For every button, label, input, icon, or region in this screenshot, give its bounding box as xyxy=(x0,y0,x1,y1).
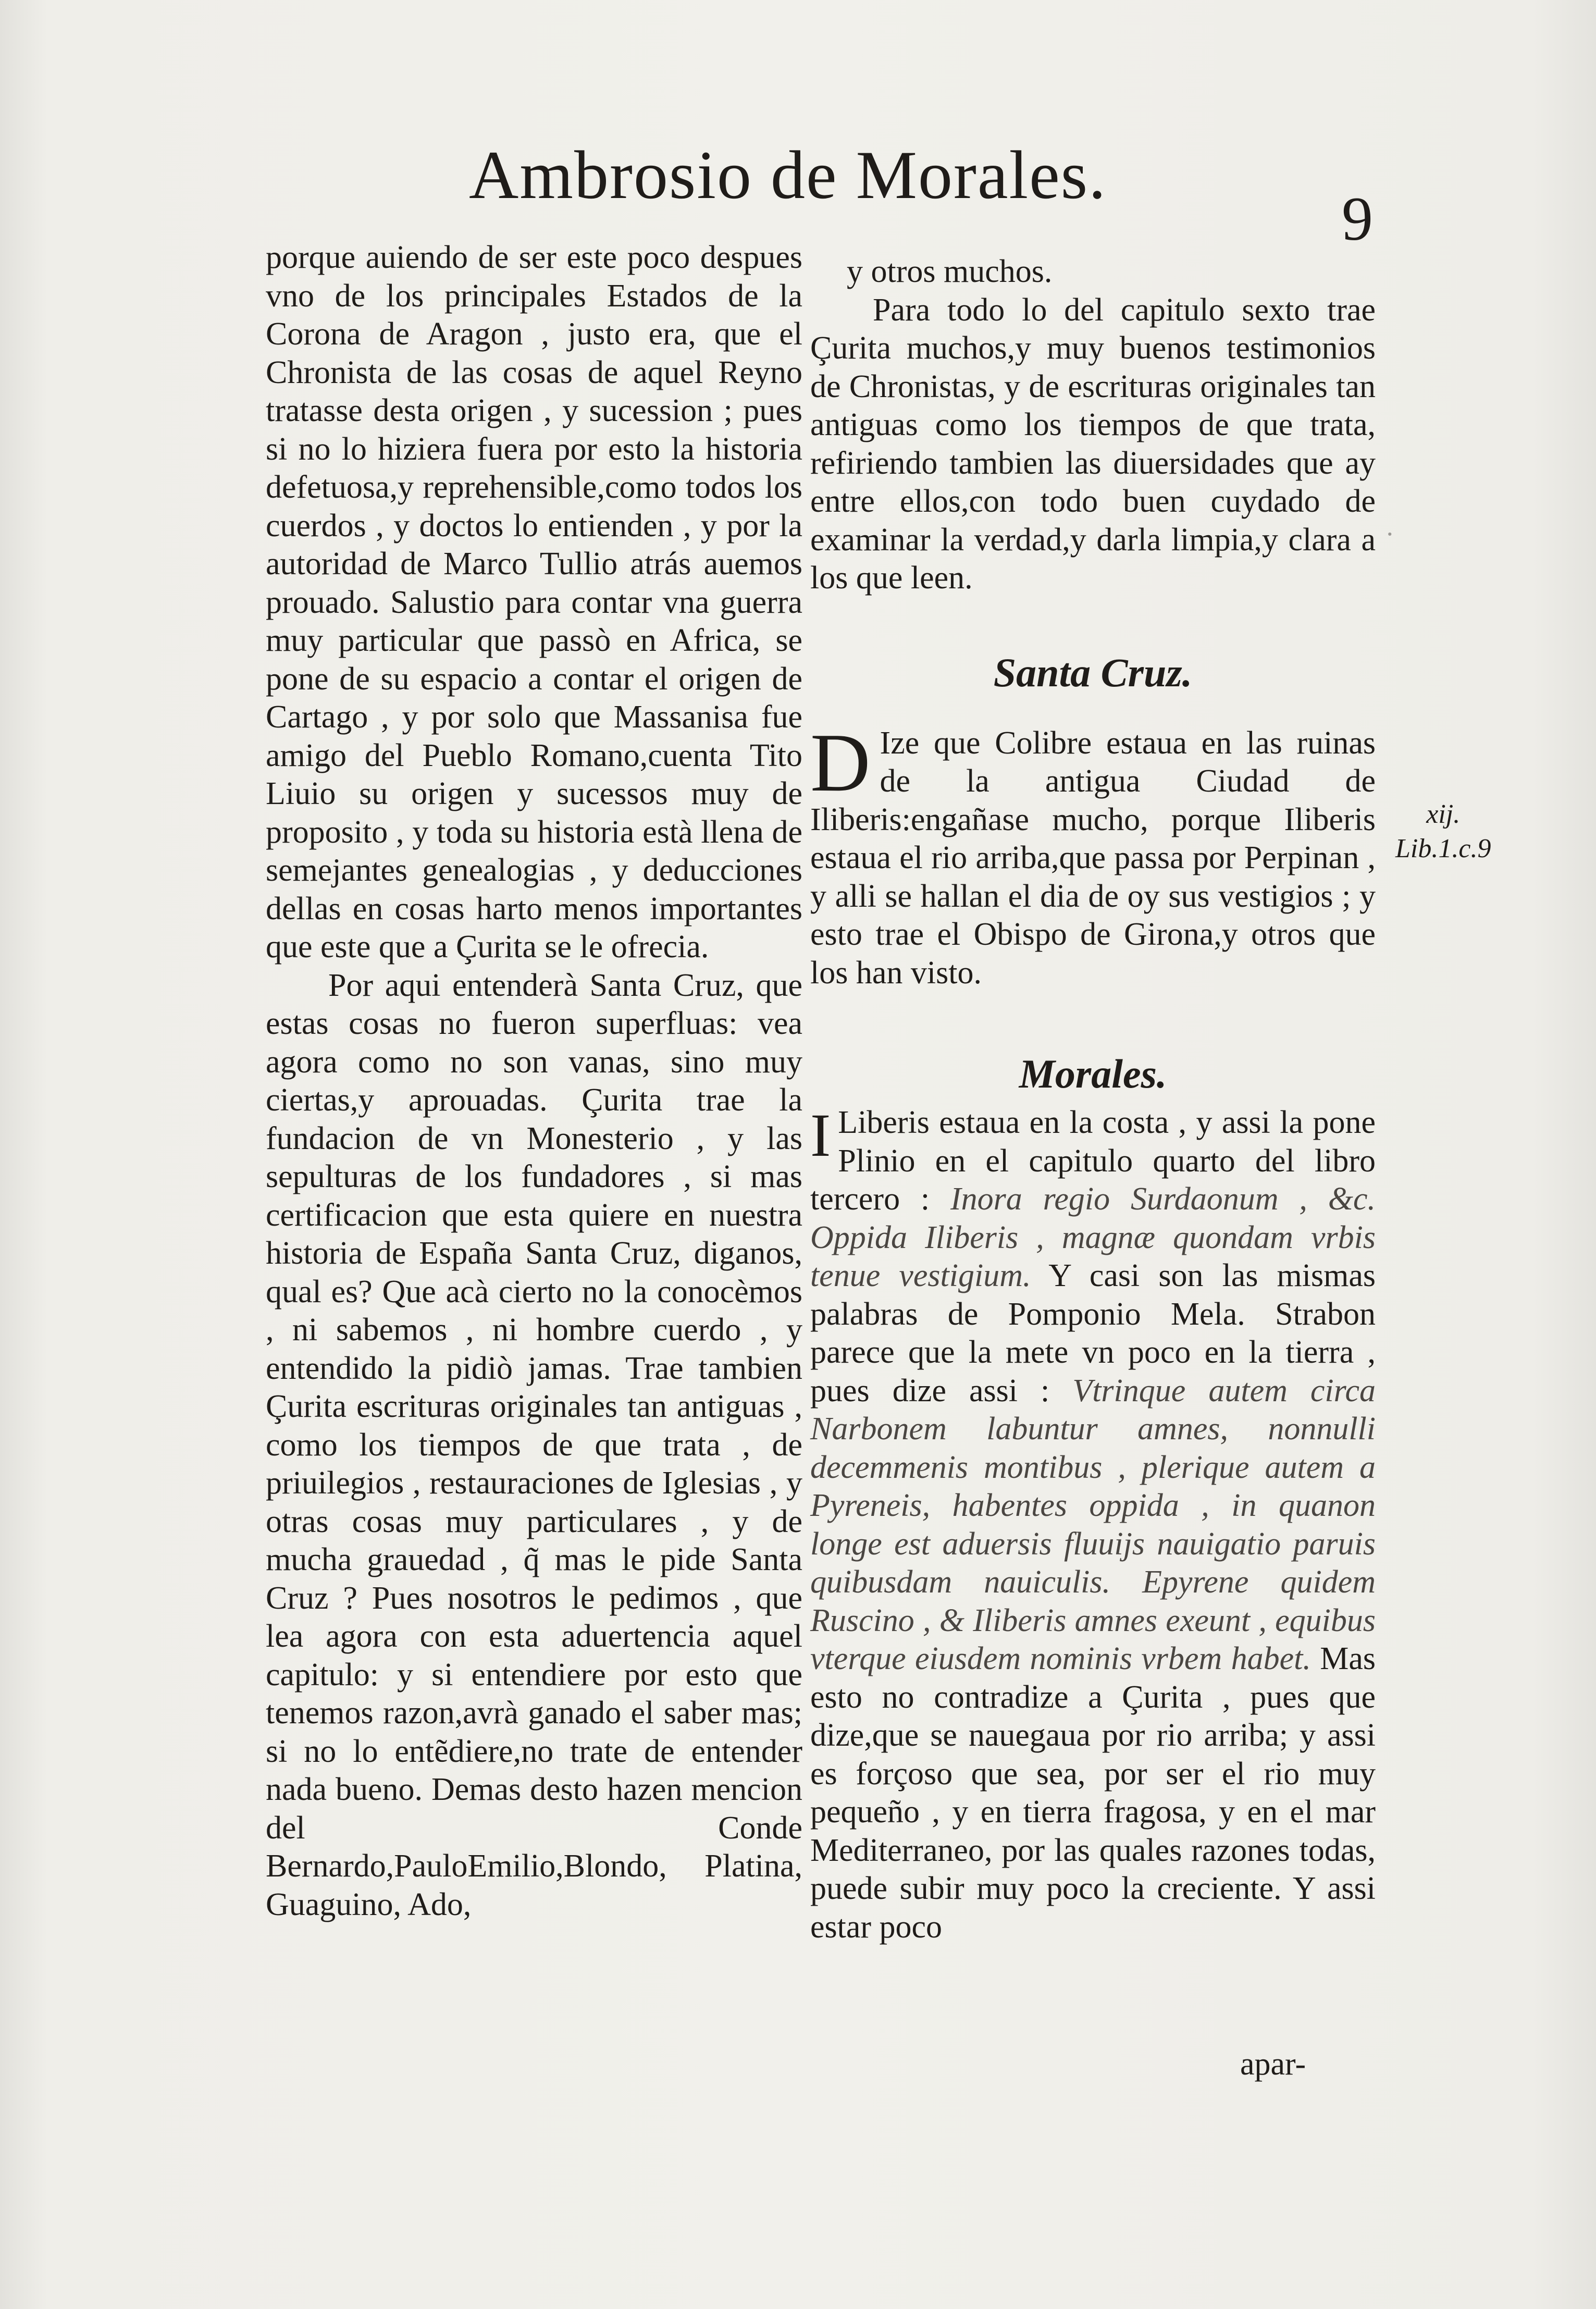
margin-note-line-1: xij. xyxy=(1426,799,1461,829)
morales-text-1: Liberis estaua en la costa , y assi la pone Plinio en el capitulo quarto del libro tercero : xyxy=(810,1105,1376,1217)
left-paragraph-1: porque auiendo de ser este poco despues vno de los principales Estados de la Corona de Aragon , justo era, que el Chronista de las cosas de aquel Reyno tratasse desta origen , y sucession ; pues si no lo hiziera fuera por esto la historia defetuosa,y reprehensible,como todos los cuerdos , y doctos lo entienden , y por la autoridad de Marco Tullio atrás auemos prouado. Salustio para contar vna guerra muy particular que passò en Africa, se pone de su espacio a contar el origen de Cartago , y por solo que Massanisa fue amigo del Pueblo Romano,cuenta Tito Liuio su origen y sucessos muy de proposito , y toda su historia està llena de semejantes genealogias , y deducciones dellas en cosas harto menos importantes que este que a Çurita se le ofrecia. xyxy=(266,240,802,965)
catchword: apar- xyxy=(1240,2046,1306,2082)
section-heading-morales: Morales. xyxy=(1019,1051,1167,1096)
santa-cruz-paragraph xyxy=(810,715,1376,993)
margin-note-line-2: Lib.1.c.9 xyxy=(1395,834,1491,863)
left-paragraph-2: Por aqui entenderà Santa Cruz, que estas cosas no fueron superfluas: vea agora como no son vanas, sino muy ciertas,y aprouadas. Çurita trae la fundacion de vn Monesterio , y las sepulturas de los fundadores , si mas certificacion que esta quiere en nuestra historia de España Santa Cruz, diganos, qual es? Que acà cierto no la conocèmos , ni sabemos , ni hombre cuerdo , y entendido la pidiò jamas. Trae tambien Çurita escrituras originales tan antiguas , como los tiempos de que trata , de priuilegios , restauraciones de Iglesias , y otras cosas muy particulares , y de mucha grauedad , q̃ mas le pide Santa Cruz ? Pues nosotros le pedimos , que lea agora con esta aduertencia aquel capitulo: y si entendiere por esto que tenemos razon,avrà ganado el saber mas; si no lo entẽdiere,no trate de entender nada bueno. Demas desto hazen mencion del Conde Bernardo,PauloEmilio,Blondo, Platina, Guaguino, Ado, xyxy=(266,967,802,1922)
margin-note-reference xyxy=(1395,797,1491,866)
drop-cap-i: I xyxy=(810,1101,831,1169)
morales-paragraph xyxy=(810,1101,1376,1946)
section-heading-santa-cruz: Santa Cruz. xyxy=(993,649,1193,695)
morales-text-2: Y casi son las mismas palabras de Pomponio Mela. Strabon parece que la mete vn poco en la tierra , pues dize assi : xyxy=(810,1258,1376,1409)
morales-latin-quote-2: Vtrinque autem circa Narbonem labuntur amnes, nonnulli decemmenis montibus , plerique autem a Pyreneis, habentes oppida , in quanon longe est aduersis fluuijs nauigatio paruis quibusdam nauiculis. Epyrene quidem Ruscino , & Iliberis amnes exeunt , equibus vterque eiusdem nominis vrbem habet. xyxy=(810,1373,1376,1676)
morales-text-3: Mas esto no contradize a Çurita , pues que dize,que se nauegaua por rio arriba; y assi es forçoso que sea, por ser el rio muy pequeño , y en tierra fragosa, y en el mar Mediterraneo, por las quales razones todas, puede subir muy poco la creciente. Y assi estar poco xyxy=(810,1641,1376,1945)
running-header-title: Ambrosio de Morales. xyxy=(469,137,1107,213)
show-through-mark: · xyxy=(1386,520,1393,549)
drop-cap-d: D xyxy=(810,715,871,809)
morales-latin-quote-1: Inora regio Surdaonum , &c. Oppida Iliberis , magnæ quondam vrbis tenue vestigium. xyxy=(810,1181,1376,1293)
santa-cruz-text: Ize que Colibre estaua en las ruinas de la antigua Ciudad de Iliberis:engañase mucho, porque Iliberis estaua el rio arriba,que passa por Perpinan , y alli se hallan el dia de oy sus vestigios ; y esto trae el Obispo de Girona,y otros que los han visto. xyxy=(810,725,1376,991)
left-column xyxy=(266,239,802,1924)
page-number: 9 xyxy=(1342,184,1373,253)
right-paragraph-1: Para todo lo del capitulo sexto trae Çurita muchos,y muy buenos testimonios de Chronistas, y de escrituras originales tan antiguas como los tiempos de que trata, refiriendo tambien las diuersidades que ay entre ellos,con todo buen cuydado de examinar la verdad,y darla limpia,y clara a los que leen. xyxy=(810,292,1376,596)
right-intro-line: y otros muchos. xyxy=(847,254,1053,289)
right-column xyxy=(810,253,1376,1946)
